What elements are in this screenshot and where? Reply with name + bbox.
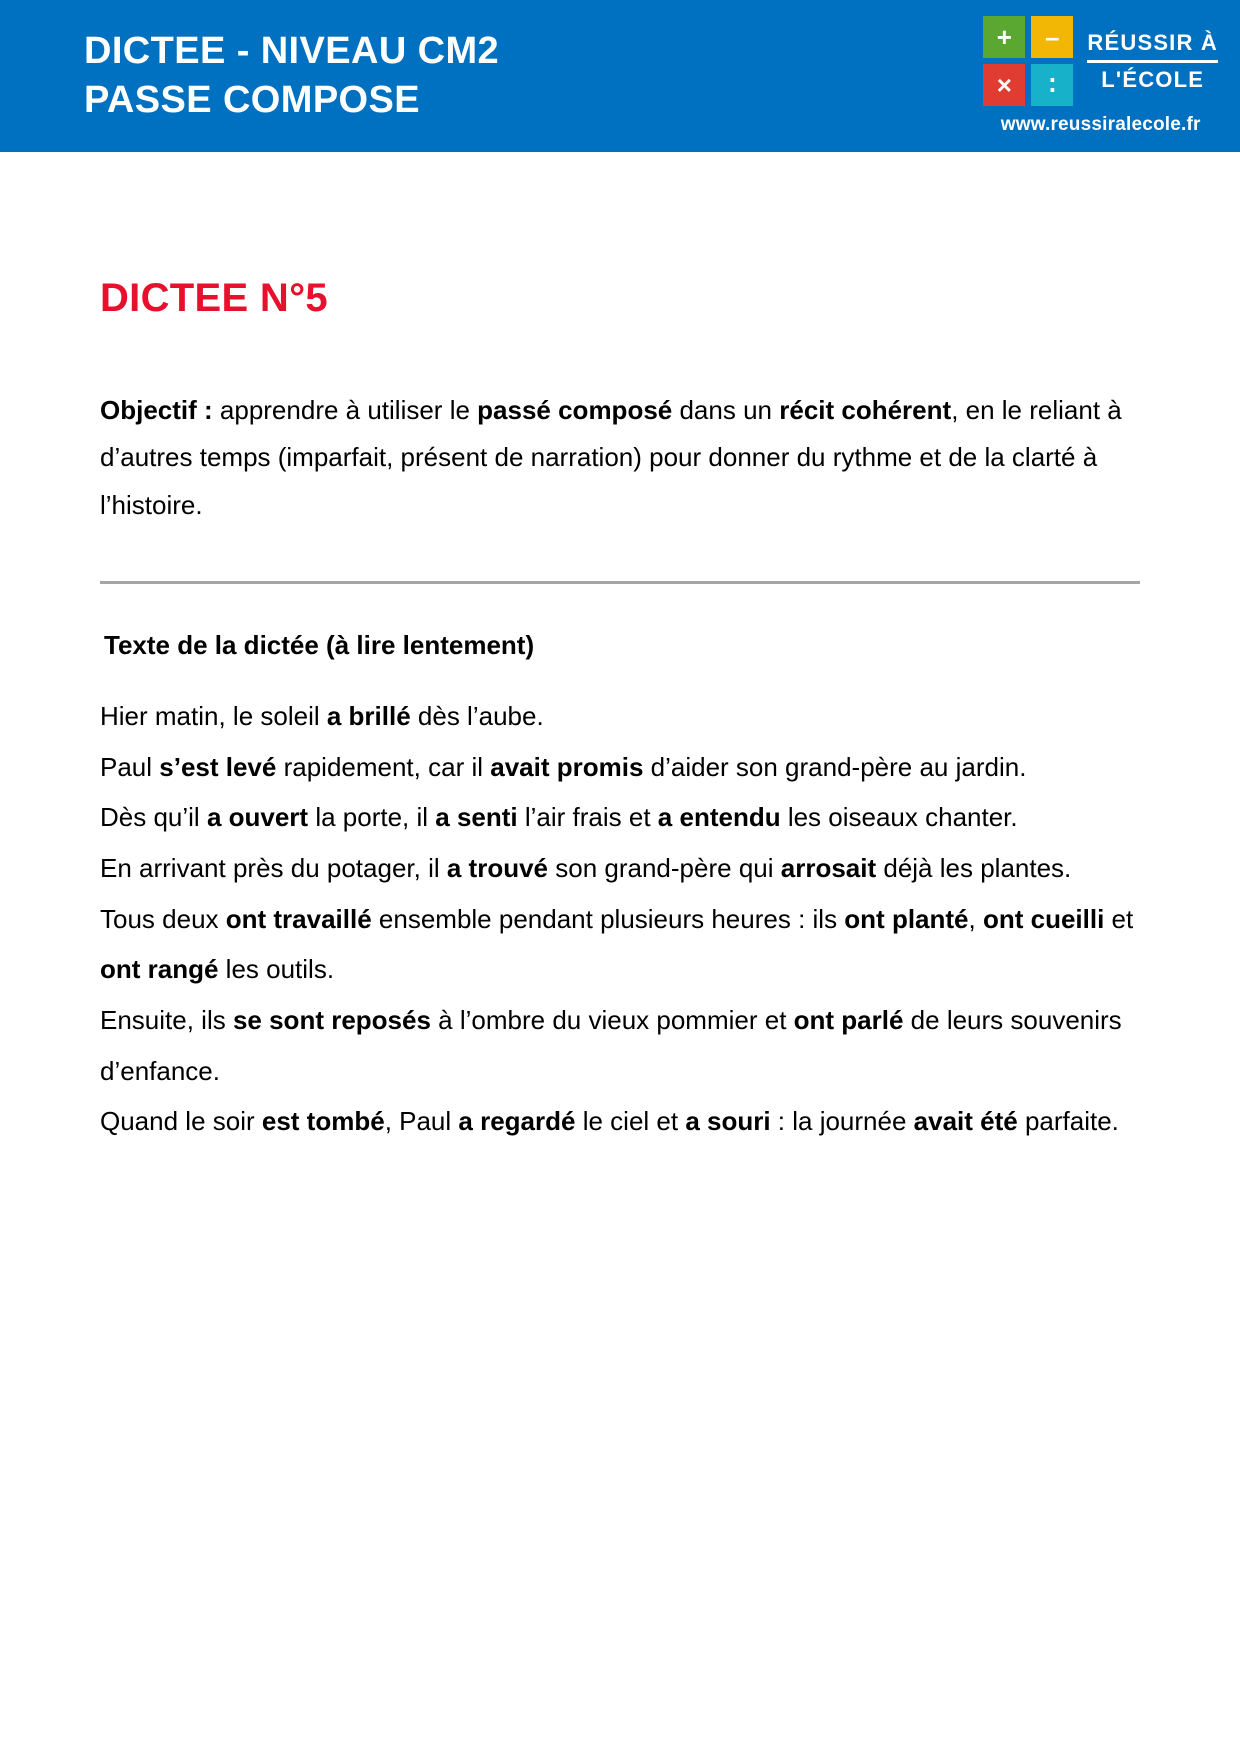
dictation-line (100, 894, 1140, 995)
dictation-verb: a trouvé (446, 853, 549, 883)
dictation-line (100, 1096, 1140, 1147)
dictation-segment: rapidement, car il (276, 751, 491, 782)
minus-icon: – (1031, 16, 1073, 58)
logo-line-1: RÉUSSIR À (1087, 30, 1218, 55)
logo-tiles (983, 16, 1073, 106)
header-title-line-1: DICTEE - NIVEAU CM2 (84, 30, 500, 73)
dictation-verb: a senti (435, 802, 518, 833)
dictation-verb: avait promis (490, 751, 644, 782)
logo-row (983, 16, 1218, 106)
objective-text-2: dans un (672, 395, 780, 425)
section-title: Texte de la dictée (à lire lentement) (104, 629, 535, 660)
header-title-block (0, 27, 499, 124)
dictation-verb: se sont reposés (232, 1005, 431, 1036)
dictation-segment: dès l’aube. (410, 700, 544, 731)
dictation-segment: Quand le soir (100, 1106, 262, 1137)
objective-label: Objectif : (100, 395, 213, 425)
brand-logo (983, 16, 1228, 136)
section-divider (100, 581, 1140, 584)
dictation-text (100, 691, 1140, 1147)
dictation-segment: , (968, 903, 983, 934)
dictation-verb: ont parlé (793, 1005, 904, 1036)
dictation-segment: En arrivant près du potager, il (100, 853, 447, 883)
dictation-segment: : la journée (770, 1106, 914, 1137)
dictation-segment: de leurs souvenirs d’enfance. (100, 1005, 1122, 1086)
dictation-segment: Paul (100, 751, 160, 782)
divide-icon: ∶ (1031, 64, 1073, 106)
objective-text-3: , en le reliant à d’autres temps (imparfait, présent de narration) pour donner du rythme et de la clarté à l’histoire. (100, 395, 1122, 520)
objective-bold-2: récit cohérent (779, 395, 952, 425)
dictation-segment: Tous deux (100, 903, 226, 934)
dictation-verb: a entendu (657, 802, 781, 833)
dictation-segment: à l’ombre du vieux pommier et (430, 1005, 794, 1036)
dictation-segment: les outils. (218, 954, 335, 985)
dictation-segment: l’air frais et (517, 802, 658, 833)
header-title-line-2: PASSE COMPOSE (84, 79, 421, 121)
dictation-line (100, 792, 1140, 843)
page-body (0, 276, 1240, 1147)
dictation-segment: Hier matin, le soleil (100, 700, 327, 731)
objective-text-1: apprendre à utiliser le (212, 395, 478, 425)
page-title: DICTEE N°5 (100, 276, 328, 320)
logo-website-url[interactable]: www.reussiralecole.fr (1000, 114, 1201, 135)
dictation-verb: a souri (685, 1106, 771, 1137)
multiply-icon: × (983, 64, 1025, 106)
objective-bold-1: passé composé (477, 395, 673, 425)
dictation-segment: Ensuite, ils (100, 1005, 233, 1036)
dictation-verb: ont rangé (100, 954, 219, 985)
dictation-verb: arrosait (780, 853, 877, 883)
plus-icon: + (983, 16, 1025, 58)
dictation-verb: a ouvert (206, 802, 309, 833)
dictation-segment: parfaite. (1017, 1106, 1119, 1137)
dictation-line (100, 995, 1140, 1096)
logo-main-row (983, 16, 1218, 136)
dictation-verb: avait été (913, 1106, 1018, 1137)
dictation-segment: et (1104, 903, 1134, 934)
dictation-line (100, 742, 1140, 793)
objective-paragraph (100, 387, 1140, 529)
dictation-segment: ensemble pendant plusieurs heures : ils (371, 903, 845, 934)
dictation-segment: les oiseaux chanter. (780, 802, 1018, 833)
dictation-verb: ont travaillé (225, 903, 372, 934)
page-header (0, 0, 1240, 152)
dictation-segment: la porte, il (308, 802, 436, 833)
dictation-verb: ont planté (844, 903, 969, 934)
dictation-verb: a regardé (458, 1106, 576, 1137)
dictation-segment: , Paul (384, 1106, 459, 1137)
dictation-segment: son grand-père qui (548, 853, 781, 883)
dictation-segment: d’aider son grand-père au jardin. (643, 751, 1027, 782)
dictation-segment: déjà les plantes. (876, 853, 1072, 883)
dictation-verb: est tombé (261, 1106, 385, 1137)
dictation-verb: a brillé (326, 700, 411, 731)
dictation-segment: le ciel et (575, 1106, 686, 1137)
dictation-line (100, 843, 1140, 894)
logo-line-2: L'ÉCOLE (1101, 66, 1205, 92)
dictation-line (100, 691, 1140, 742)
dictation-verb: ont cueilli (982, 903, 1105, 934)
dictation-verb: s’est levé (159, 751, 277, 782)
logo-wordmark (1087, 29, 1218, 93)
dictation-segment: Dès qu’il (100, 802, 207, 833)
logo-divider (1087, 60, 1218, 63)
